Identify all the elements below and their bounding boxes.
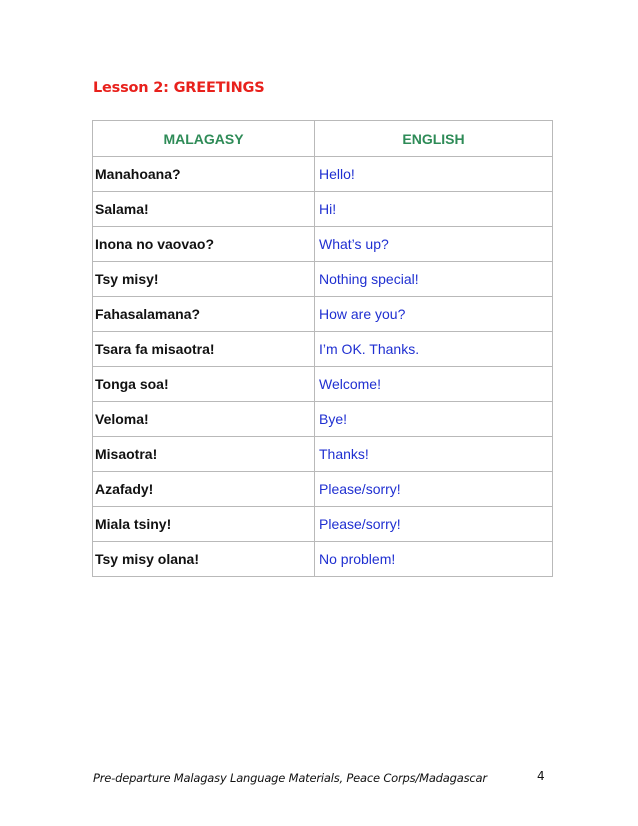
table-row — [93, 262, 553, 297]
table-row — [93, 542, 553, 577]
malagasy-cell: Tsy misy olana! — [93, 542, 315, 577]
column-header-malagasy: MALAGASY — [93, 121, 315, 157]
malagasy-cell: Fahasalamana? — [93, 297, 315, 332]
malagasy-cell: Salama! — [93, 192, 315, 227]
english-cell: What’s up? — [315, 227, 553, 262]
malagasy-cell: Inona no vaovao? — [93, 227, 315, 262]
table-header-row — [93, 121, 553, 157]
english-cell: Thanks! — [315, 437, 553, 472]
table-row — [93, 472, 553, 507]
lesson-title: Lesson 2: GREETINGS — [93, 80, 265, 96]
table-row — [93, 227, 553, 262]
english-cell: No problem! — [315, 542, 553, 577]
english-cell: Welcome! — [315, 367, 553, 402]
malagasy-cell: Misaotra! — [93, 437, 315, 472]
malagasy-cell: Tsy misy! — [93, 262, 315, 297]
english-cell: How are you? — [315, 297, 553, 332]
english-cell: Hi! — [315, 192, 553, 227]
malagasy-cell: Azafady! — [93, 472, 315, 507]
malagasy-cell: Veloma! — [93, 402, 315, 437]
malagasy-cell: Manahoana? — [93, 157, 315, 192]
english-cell: Bye! — [315, 402, 553, 437]
table-row — [93, 297, 553, 332]
english-cell: Hello! — [315, 157, 553, 192]
malagasy-cell: Tsara fa misaotra! — [93, 332, 315, 367]
table-row — [93, 332, 553, 367]
table-row — [93, 157, 553, 192]
vocabulary-table — [92, 120, 553, 577]
table-row — [93, 367, 553, 402]
english-cell: Nothing special! — [315, 262, 553, 297]
table-row — [93, 437, 553, 472]
table-row — [93, 192, 553, 227]
malagasy-cell: Miala tsiny! — [93, 507, 315, 542]
page-number: 4 — [537, 769, 545, 783]
column-header-english: ENGLISH — [315, 121, 553, 157]
table-row — [93, 507, 553, 542]
english-cell: Please/sorry! — [315, 507, 553, 542]
english-cell: Please/sorry! — [315, 472, 553, 507]
malagasy-cell: Tonga soa! — [93, 367, 315, 402]
table-row — [93, 402, 553, 437]
page-footer: Pre-departure Malagasy Language Materials, Peace Corps/Madagascar — [93, 771, 487, 785]
english-cell: I’m OK. Thanks. — [315, 332, 553, 367]
